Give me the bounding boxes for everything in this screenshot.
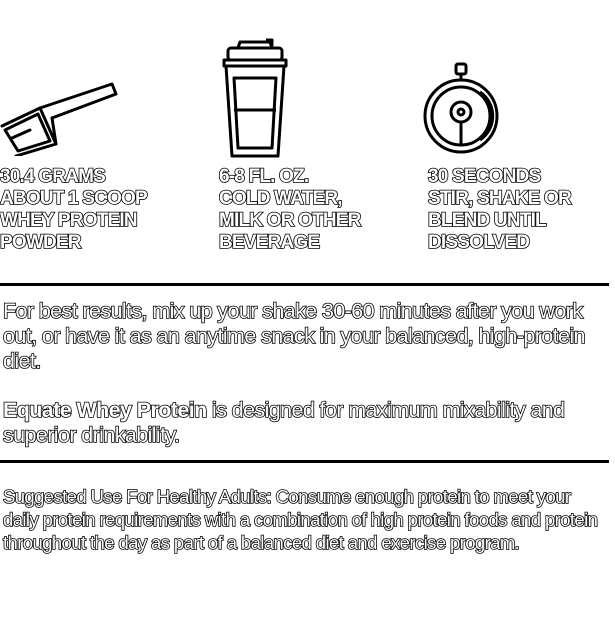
mixability-copy: is designed for maximum mixability and superior drinkability. [3,398,565,447]
stopwatch-icon [420,62,502,156]
step-liquid-text: 6-8 FL. OZ. COLD WATER, MILK OR OTHER BEVERAGE [219,166,361,253]
mixability-text [3,398,608,448]
shaker-bottle-icon [220,38,290,158]
step-mix-text: 30 SECONDS STIR, SHAKE OR BLEND UNTIL DISSOLVED [428,166,571,253]
step-liquid [219,166,409,254]
divider-bottom [0,460,609,463]
best-results-text [3,299,608,374]
scoop-icon [0,56,120,156]
step-powder-text: 30.4 GRAMS ABOUT 1 SCOOP WHEY PROTEIN POWDER [0,166,147,253]
step-powder [0,166,190,254]
brand-name: Equate Whey Protein [3,398,207,422]
suggested-use-text: Suggested Use For Healthy Adults: Consume enough protein to meet your daily protein requirements with a combination of high protein foods and protein throughout the day as part of a balanced diet and exercise program. [3,486,598,553]
divider-top [0,283,609,286]
step-mix [428,166,615,254]
best-results-copy: For best results, mix up your shake 30-60 minutes after you work out, or have it as an anytime snack in your balanced, high-protein diet. [3,299,585,373]
